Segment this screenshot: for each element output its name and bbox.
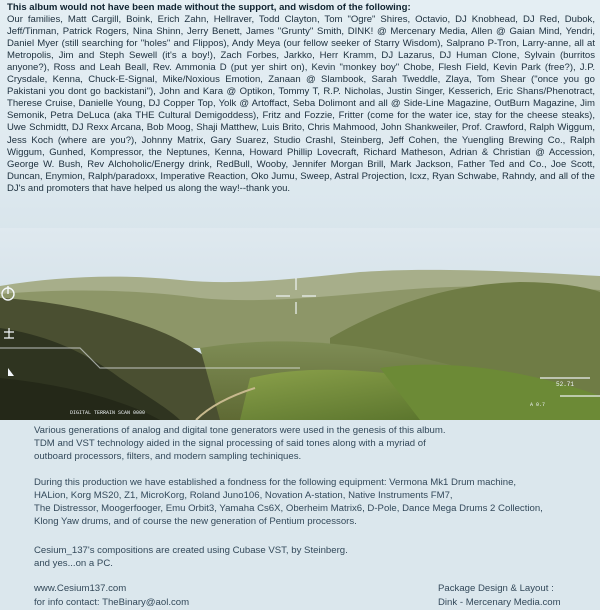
generators-line: Various generations of analog and digital tone generators were used in the genesis of this album. [34, 425, 446, 436]
hud-left-caption: DIGITAL TERRAIN SCAN 0000 [70, 410, 146, 416]
cubase-line: and yes...on a PC. [34, 558, 113, 569]
website-link[interactable]: www.Cesium137.com [34, 583, 127, 594]
hud-readout: 52.71 [556, 381, 575, 388]
equipment-line: Klong Yaw drums, and of course the new generation of Pentium processors. [34, 516, 357, 527]
contact-block [34, 582, 189, 609]
landscape-illustration [0, 228, 600, 420]
generators-paragraph [34, 424, 504, 463]
credit-value: Dink - Mercenary Media.com [438, 596, 561, 608]
design-credit [438, 582, 561, 609]
thanks-body: Our families, Matt Cargill, Boink, Erich Zahn, Hellraver, Todd Clayton, Tom "Ogre" Shires, Octavio, DJ Knobhead, DJ Red, Dubok, Jeff/Tinman, Patrick Rogers, Nina Shinn, Jerry Benett, James "Grunty" Smith, DINK! @ Mercenary Media, Allen @ Gaian Mind, Yendri, Daniel Myer (still searching for "holes" and Flippos), Andy Meya (our fellow seeker of Starry Wisdom), Salprano P-Tron, Larry-anne, all at Metropolis, Jim and Steph Sewell (it's a boy!), Zach Forbes, Jarkko, Herr Kramm, DJ Lazarus, DJ Human Clone, Sylvain (burritos anyone?), Ross and Leah Beall, Rev. Ammonia D (put yer shirt on), Kevin "monkey boy" Chobe, Flesh Field, Kevin Park (free?), J.P. Crysdale, Kenna, Chuck-E-Signal, Mike/Noxious Emotion, Zanaan @ Slambook, Sarah Tweddle, Zlaya, Tom Shear ("once you go Pakistani you dont go backistani"), John and Kara @ Optikon, Tommy T, R.P. Nicholas, Justin Singer, Kesserich, Eric Shans/Phenotract, Therese Cruise, Danielle Young, DJ Copper Top, Yolk @ Artoffact, Seba Dolimont and all @ Side-Line Magazine, OutBurn Magazine, Jim Semonik, Petra DeLuca (aka THE Cultural Demigoddess), Fritz and Fozzie, Fritter (come for the water ice, stay for the cheese steaks), Uwe Schmidtt, DJ Rexx Arcana, Bob Moog, Shaji Matthew, Luis Brito, Chris Mahmood, John Shankweiler, Prof. Crawford, Ralph Wiggum, Jess Koch (where are you?), Johnny Matrix, Gary Suarez, Studio Crashl, Steinberg, Jeff Cohen, the Yuengling Brewing Co., Ralph Wiggum, Gunhed, Kompressor, the Neptunes, Kenna, Howard Phillip Lovecraft, Richard Matheson, Adrian & Christian @ Accession, George W. Bush, Rev Alchoholic/Energy drink, RedBull, Wooby, Jennifer Morgan Brill, Mark Jackson, Father Ted and Co., Joe Scott, Duncan, Enymion, Ralph/paradoxx, Imperative Reaction, Oko Jumu, Sweep, Astral Projection, Icxz, Ryan Schwabe, Rahndy, and all of the DJ's and promoters that have helped us along the way!--thank you. [7, 14, 595, 194]
thanks-heading: This album would not have been made without the support, and wisdom of the following: [7, 2, 411, 13]
email-contact[interactable]: for info contact: TheBinary@aol.com [34, 596, 190, 608]
landscape-photo [0, 228, 600, 420]
equipment-line: During this production we have established a fondness for the following equipment: Vermona Mk1 Drum machine, [34, 477, 517, 488]
generators-line: TDM and VST technology aided in the signal processing of said tones along with a myriad of [34, 438, 426, 449]
thanks-panel [0, 0, 600, 262]
cubase-paragraph [34, 544, 434, 570]
cubase-line: Cesium_137's compositions are created using Cubase VST, by Steinberg. [34, 545, 348, 556]
generators-line: outboard processors, filters, and modern sampling techiniques. [34, 451, 302, 462]
hud-right-caption: A 0.7 [530, 402, 546, 408]
credit-label: Package Design & Layout : [438, 583, 554, 594]
equipment-line: The Distressor, Moogerfooger, Emu Orbit3, Yamaha Cs6X, Oberheim Matrix6, D-Pole, Dance Mega Drums 2 Collection, [34, 503, 543, 514]
equipment-line: HALion, Korg MS20, Z1, MicroKorg, Roland Juno106, Novation A-station, Native Instruments FM7, [34, 490, 453, 501]
thanks-text [7, 2, 595, 195]
equipment-paragraph [34, 476, 554, 528]
